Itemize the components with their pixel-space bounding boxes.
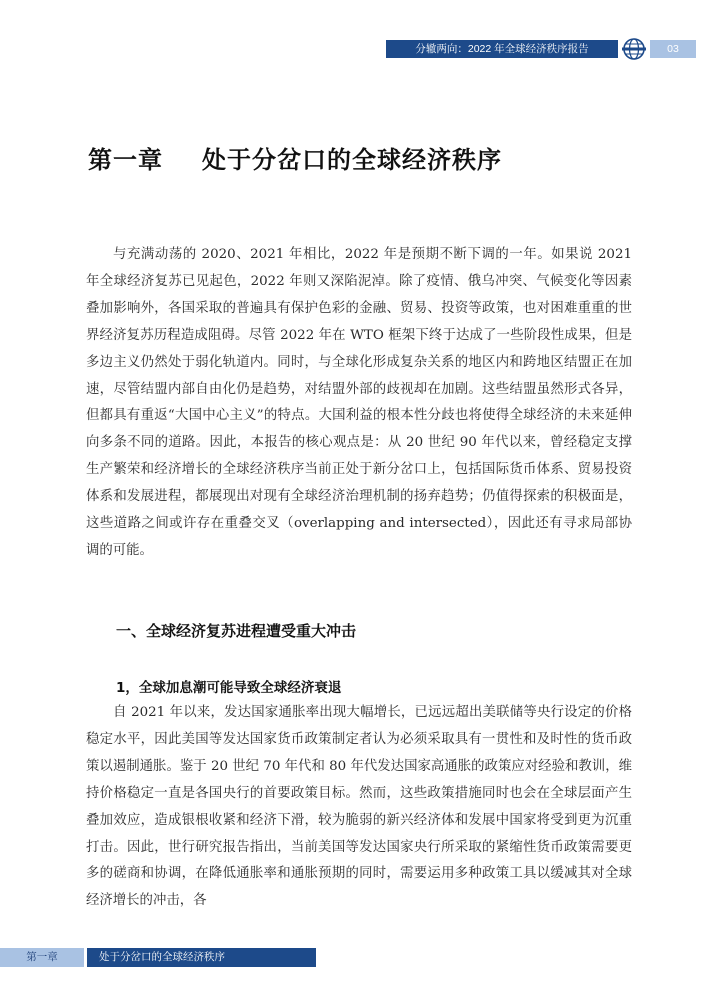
report-title-label: 分辙两向：2022 年全球经济秩序报告 [386, 40, 618, 58]
page-number: 03 [650, 40, 696, 58]
chapter-number: 第一章 [88, 146, 163, 174]
subsection-heading: 1，全球加息潮可能导致全球经济衰退 [116, 680, 342, 696]
body-paragraph: 自 2021 年以来，发达国家通胀率出现大幅增长，已远远超出美联储等央行设定的价格稳定水平，因此美国等发达国家货币政策制定者认为必须采取具有一贯性和及时性的货币政策以遏制通胀。鉴于 20 世纪 70 年代和 80 年代发达国家高通胀的政策应对经验和教训，维持价格稳定一直是各国央行的首要政策目标。然而，这些政策措施同时也会在全球层面产生叠加效应，造成银根收紧和经济下滑，较为脆弱的新兴经济体和发展中国家将受到更为沉重打击。因此，世行研究报告指出，当前美国等发达国家央行所采取的紧缩性货币政策需要更多的磋商和协调，在降低通胀率和通胀预期的同时，需要运用多种政策工具以缓减其对全球经济增长的冲击，各 [86, 705, 632, 909]
chapter-heading [88, 140, 502, 175]
running-header [386, 40, 710, 58]
chapter-title: 处于分岔口的全球经济秩序 [202, 146, 502, 174]
running-footer [0, 948, 316, 967]
footer-chapter-name: 处于分岔口的全球经济秩序 [87, 948, 316, 967]
intro-paragraph: 与充满动荡的 2020、2021 年相比，2022 年是预期不断下调的一年。如果说 2021 年全球经济复苏已见起色，2022 年则又深陷泥淖。除了疫情、俄乌冲突、气候变化等因素叠加影响外，各国采取的普遍具有保护色彩的金融、贸易、投资等政策，也对困难重重的世界经济复苏历程造成阻碍。尽管 2022 年在 WTO 框架下终于达成了一些阶段性成果，但是多边主义仍然处于弱化轨道内。同时，与全球化形成复杂关系的地区内和跨地区结盟正在加速，尽管结盟内部自由化仍是趋势，对结盟外部的歧视却在加剧。这些结盟虽然形式各异，但都具有重返“大国中心主义”的特点。大国利益的根本性分歧也将使得全球经济的未来延伸向多条不同的道路。因此，本报告的核心观点是：从 20 世纪 90 年代以来，曾经稳定支撑生产繁荣和经济增长的全球经济秩序当前正处于新分岔口上，包括国际货币体系、贸易投资体系和发展进程，都展现出对现有全球经济治理机制的扬弃趋势；仍值得探索的积极面是，这些道路之间或许存在重叠交叉（overlapping and intersected），因此还有寻求局部协调的可能。 [86, 247, 632, 558]
globe-logo-icon [622, 37, 646, 61]
footer-chapter-label: 第一章 [0, 948, 84, 967]
section-heading: 一、全球经济复苏进程遭受重大冲击 [116, 622, 357, 640]
